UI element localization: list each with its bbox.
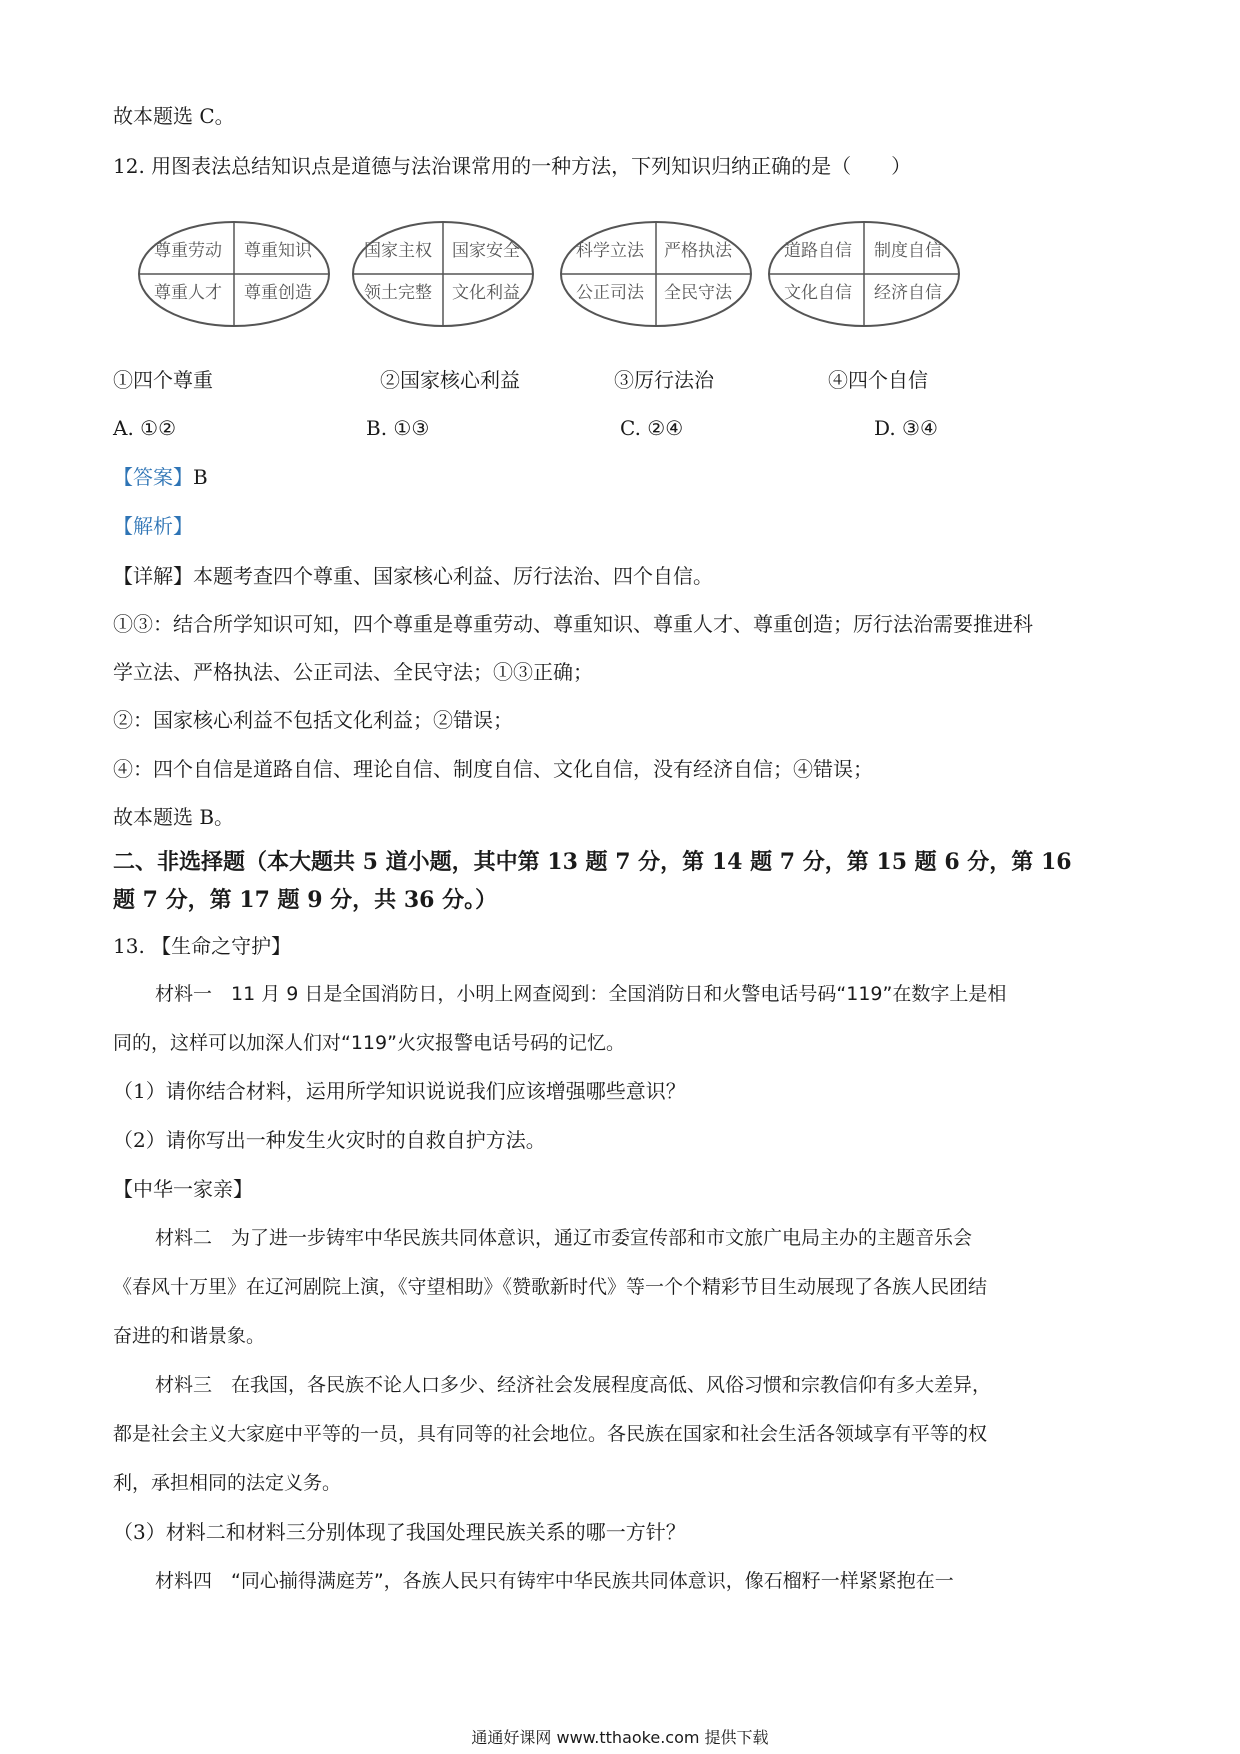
material-4-line-1: 材料四 “同心揃得满庭芳”，各族人民只有铸牢中华民族共同体意识，像石榴籽一样紧紧抱在一 [155, 1570, 954, 1592]
material-3-line-1: 材料三 在我国，各民族不论人口多少、经济社会发展程度高低、风俗习惯和宗教信仰有多大差异， [155, 1374, 992, 1396]
diagram-3-cell-tr: 严格执法 [664, 241, 732, 261]
q13-part-3: （3）材料二和材料三分别体现了我国处理民族关系的哪一方针？ [113, 1520, 686, 1544]
diagram-4-cell-tl: 道路自信 [784, 241, 852, 261]
detail-6: 故本题选 B。 [113, 805, 235, 829]
material-3-line-3: 利，承担相同的法定义务。 [113, 1472, 342, 1494]
q13-head: 13. 【生命之守护】 [113, 934, 292, 958]
diagram-1-cell-br: 尊重创造 [244, 283, 312, 303]
answer-tag: 【答案】 [113, 465, 193, 489]
material-2-line-2: 《春风十万里》在辽河剧院上演，《守望相助》《赞歌新时代》等一个个精彩节目生动展现了各族人民团结 [113, 1276, 988, 1298]
diagram-4-cell-bl: 文化自信 [784, 283, 852, 303]
q13-subhead: 【中华一家亲】 [113, 1177, 253, 1201]
detail-1: 【详解】本题考查四个尊重、国家核心利益、厉行法治、四个自信。 [113, 564, 713, 588]
diagram-4 [766, 218, 962, 330]
label-3: ③厉行法治 [614, 368, 714, 392]
q13-part-2: （2）请你写出一种发生火灾时的自救自护方法。 [113, 1128, 546, 1152]
diagram-2 [350, 218, 536, 330]
label-4: ④四个自信 [828, 368, 928, 392]
diagram-3-cell-bl: 公正司法 [576, 283, 644, 303]
choice-c: C. ②④ [620, 416, 684, 440]
conclusion-11: 故本题选 C。 [113, 104, 235, 128]
detail-2: ①③：结合所学知识可知，四个尊重是尊重劳动、尊重知识、尊重人才、尊重创造；厉行法治需要推进科 [113, 612, 1033, 636]
diagram-4-cell-br: 经济自信 [874, 283, 942, 303]
diagram-1-cell-bl: 尊重人才 [154, 283, 222, 303]
diagram-2-cell-bl: 领土完整 [364, 283, 432, 303]
material-2-line-3: 奋进的和谐景象。 [113, 1325, 266, 1347]
diagram-2-cell-br: 文化利益 [452, 283, 520, 303]
question-12: 12. 用图表法总结知识点是道德与法治课常用的一种方法，下列知识归纳正确的是（ ） [113, 154, 912, 178]
material-1-line-2: 同的，这样可以加深人们对“119”火灾报警电话号码的记忆。 [113, 1032, 625, 1054]
page-footer: 通通好课网 www.tthaoke.com 提供下载 [471, 1728, 769, 1747]
diagram-2-cell-tl: 国家主权 [364, 241, 432, 261]
analysis-tag: 【解析】 [113, 514, 193, 538]
diagram-3-cell-br: 全民守法 [664, 283, 732, 303]
material-2-line-1: 材料二 为了进一步铸牢中华民族共同体意识，通辽市委宣传部和市文旅广电局主办的主题音乐会 [155, 1227, 973, 1249]
diagram-3 [558, 218, 754, 330]
diagram-1-cell-tr: 尊重知识 [244, 241, 312, 261]
diagram-2-cell-tr: 国家安全 [452, 241, 520, 261]
diagram-1-cell-tl: 尊重劳动 [154, 241, 222, 261]
label-2: ②国家核心利益 [380, 368, 520, 392]
detail-4: ②：国家核心利益不包括文化利益；②错误； [113, 708, 513, 732]
detail-3: 学立法、严格执法、公正司法、全民守法；①③正确； [113, 660, 593, 684]
label-1: ①四个尊重 [113, 368, 213, 392]
section-2-title-line-1: 二、非选择题（本大题共 5 道小题，其中第 13 题 7 分，第 14 题 7 分，第 15 题 6 分，第 16 [113, 849, 1072, 875]
diagram-4-cell-tr: 制度自信 [874, 241, 942, 261]
material-3-line-2: 都是社会主义大家庭中平等的一员，具有同等的社会地位。各民族在国家和社会生活各领域享有平等的权 [113, 1423, 988, 1445]
answer-value: B [193, 465, 208, 489]
detail-5: ④：四个自信是道路自信、理论自信、制度自信、文化自信，没有经济自信；④错误； [113, 757, 873, 781]
answer-line [113, 463, 208, 491]
material-1-line-1: 材料一 11 月 9 日是全国消防日，小明上网查阅到：全国消防日和火警电话号码“119”在数字上是相 [155, 983, 1007, 1005]
diagram-3-cell-tl: 科学立法 [576, 241, 644, 261]
section-2-title-line-2: 题 7 分，第 17 题 9 分，共 36 分。） [113, 887, 498, 913]
diagram-1 [136, 218, 332, 330]
q13-part-1: （1）请你结合材料，运用所学知识说说我们应该增强哪些意识？ [113, 1079, 686, 1103]
choice-a: A. ①② [113, 416, 177, 440]
choice-b: B. ①③ [366, 416, 430, 440]
choice-d: D. ③④ [874, 416, 938, 440]
